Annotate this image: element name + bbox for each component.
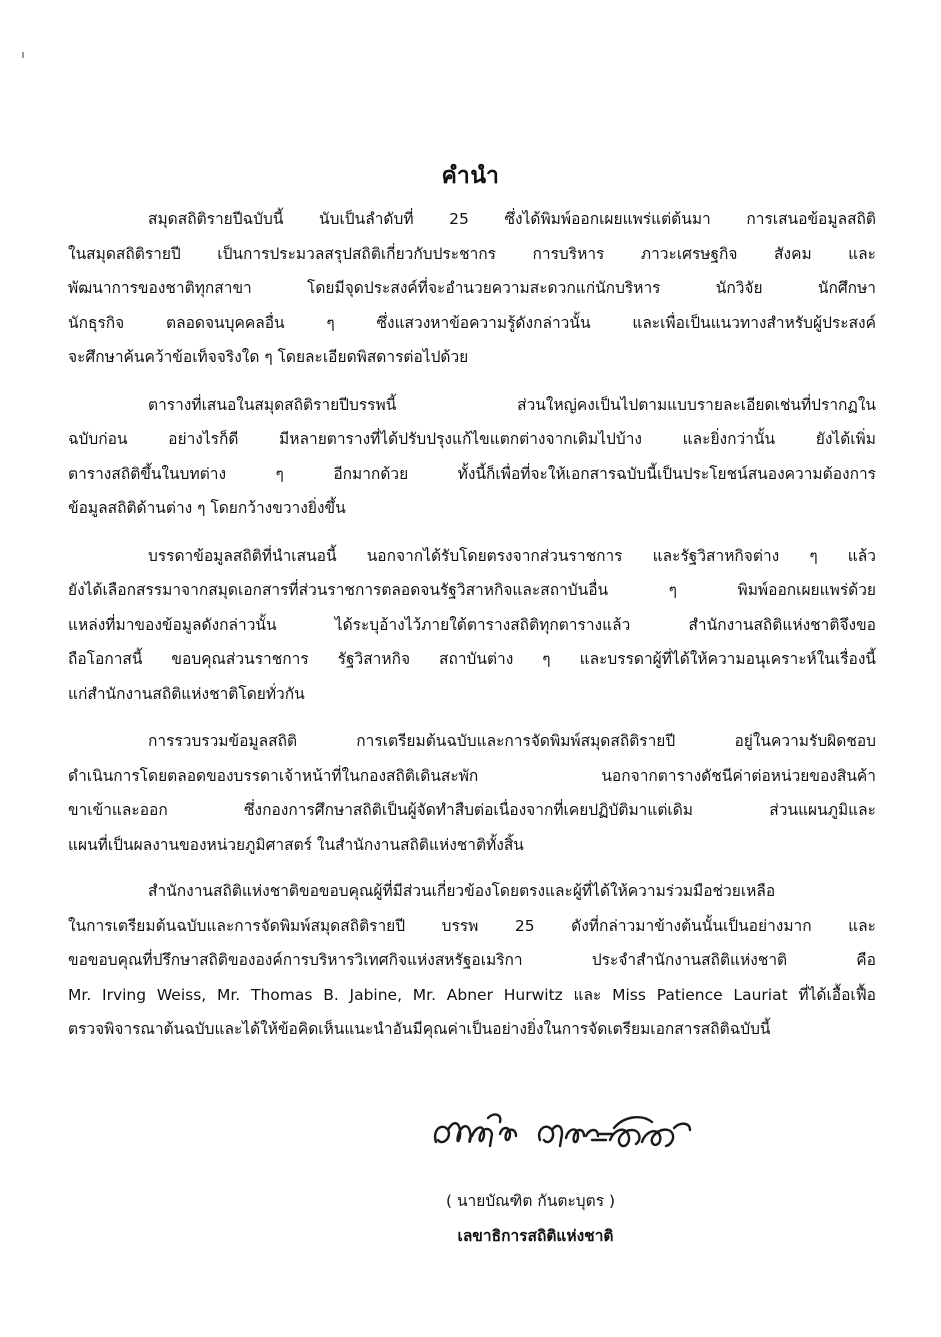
- paragraph: [68, 539, 876, 712]
- text-line: พัฒนาการของชาติทุกสาขา โดยมีจุดประสงค์ที่จะอำนวยความสะดวกแก่นักบริหาร นักวิจัย นักศึกษา: [68, 279, 876, 297]
- text-line: ขอขอบคุณที่ปรึกษาสถิติขององค์การบริหารวิเทศกิจแห่งสหรัฐอเมริกา ประจำสำนักงานสถิติแห่งชาติ คือ: [68, 951, 876, 969]
- text-line: ตารางสถิติขึ้นในบทต่าง ๆ อีกมากด้วย ทั้งนี้ก็เพื่อที่จะให้เอกสารฉบับนี้เป็นประโยชน์สนองความต้องการ: [68, 464, 876, 483]
- text-line: ขาเข้าและออก ซึ่งกองการศึกษาสถิติเป็นผู้จัดทำสืบต่อเนื่องจากที่เคยปฏิบัติมาแต่เดิม ส่วนแผนภูมิและ: [68, 801, 876, 819]
- text-line: ยังได้เลือกสรรมาจากสมุดเอกสารที่ส่วนราชการตลอดจนรัฐวิสาหกิจและสถาบันอื่น ๆ พิมพ์ออกเผยแพร่ด้วย: [68, 581, 876, 599]
- page-title: คำนำ: [441, 163, 500, 189]
- text-line: สำนักงานสถิติแห่งชาติขอขอบคุณผู้ที่มีส่วนเกี่ยวข้องโดยตรงและผู้ที่ได้ให้ความร่วมมือช่วยเหลือ: [148, 882, 776, 900]
- text-line: ดำเนินการโดยตลอดของบรรดาเจ้าหน้าที่ในกองสถิติเดินสะพัก นอกจากตารางดัชนีค่าต่อหน่วยของสินค้า: [68, 766, 876, 785]
- signatory-name: ( นายบัณฑิต กันตะบุตร ): [445, 1192, 615, 1210]
- text-line: ถือโอกาสนี้ ขอบคุณส่วนราชการ รัฐวิสาหกิจ สถาบันต่าง ๆ และบรรดาผู้ที่ได้ให้ความอนุเคราะห์ในเรื่องนี้: [68, 650, 876, 668]
- text-line: แผนที่เป็นผลงานของหน่วยภูมิศาสตร์ ในสำนักงานสถิติแห่งชาติทั้งสิ้น: [68, 835, 524, 854]
- handwritten-signature: [428, 1100, 700, 1170]
- text-line: ในสมุดสถิติรายปี เป็นการประมวลสรุปสถิติเกี่ยวกับประชากร การบริหาร ภาวะเศรษฐกิจ สังคม และ: [68, 244, 876, 263]
- scan-speck: [22, 52, 24, 58]
- paragraph: [68, 388, 876, 526]
- text-line: จะศึกษาค้นคว้าข้อเท็จจริงใด ๆ โดยละเอียดพิสดารต่อไปด้วย: [68, 348, 469, 366]
- text-line: สมุดสถิติรายปีฉบับนี้ นับเป็นลำดับที่ 25 ซึ่งได้พิมพ์ออกเผยแพร่แต่ต้นมา การเสนอข้อมูลสถิติ: [148, 210, 876, 228]
- text-line: ในการเตรียมต้นฉบับและการจัดพิมพ์สมุดสถิติรายปี บรรพ 25 ดังที่กล่าวมาข้างต้นนั้นเป็นอย่างมาก และ: [68, 916, 876, 935]
- text-line: การรวบรวมข้อมูลสถิติ การเตรียมต้นฉบับและการจัดพิมพ์สมุดสถิติรายปี อยู่ในความรับผิดชอบ: [148, 732, 876, 750]
- text-line: ข้อมูลสถิติด้านต่าง ๆ โดยกว้างขวางยิ่งขึ้น: [68, 499, 346, 517]
- text-line: นักธุรกิจ ตลอดจนบุคคลอื่น ๆ ซึ่งแสวงหาข้อความรู้ดังกล่าวนั้น และเพื่อเป็นแนวทางสำหรับผู้ประสงค์: [68, 313, 876, 332]
- signatory-position: เลขาธิการสถิติแห่งชาติ: [457, 1227, 614, 1245]
- paragraph: [68, 724, 876, 862]
- text-line: ตารางที่เสนอในสมุดสถิติรายปีบรรพนี้ ส่วนใหญ่คงเป็นไปตามแบบรายละเอียดเช่นที่ปรากฏใน: [148, 395, 876, 414]
- paragraph: [68, 874, 876, 1047]
- text-line: ฉบับก่อน อย่างไรก็ดี มีหลายตารางที่ได้ปรับปรุงแก้ไขแตกต่างจากเดิมไปบ้าง และยิ่งกว่านั้น ยังได้เพิ่ม: [68, 430, 876, 448]
- text-line: บรรดาข้อมูลสถิติที่นำเสนอนี้ นอกจากได้รับโดยตรงจากส่วนราชการ และรัฐวิสาหกิจต่าง ๆ แล้ว: [148, 546, 876, 565]
- paragraph: [68, 202, 876, 375]
- preface-body: [68, 202, 876, 1060]
- text-line: Mr. Irving Weiss, Mr. Thomas B. Jabine, Mr. Abner Hurwitz และ Miss Patience Lauriat ที่ได้เอื้อเฟื้อ: [68, 985, 876, 1004]
- text-line: ตรวจพิจารณาต้นฉบับและได้ให้ข้อคิดเห็นแนะนำอันมีคุณค่าเป็นอย่างยิ่งในการจัดเตรียมเอกสารสถิติฉบับนี้: [68, 1020, 771, 1038]
- text-line: แหล่งที่มาของข้อมูลดังกล่าวนั้น ได้ระบุอ้างไว้ภายใต้ตารางสถิติทุกตารางแล้ว สำนักงานสถิติแห่งชาติจึงขอ: [68, 615, 876, 634]
- text-line: แก่สำนักงานสถิติแห่งชาติโดยทั่วกัน: [68, 684, 305, 703]
